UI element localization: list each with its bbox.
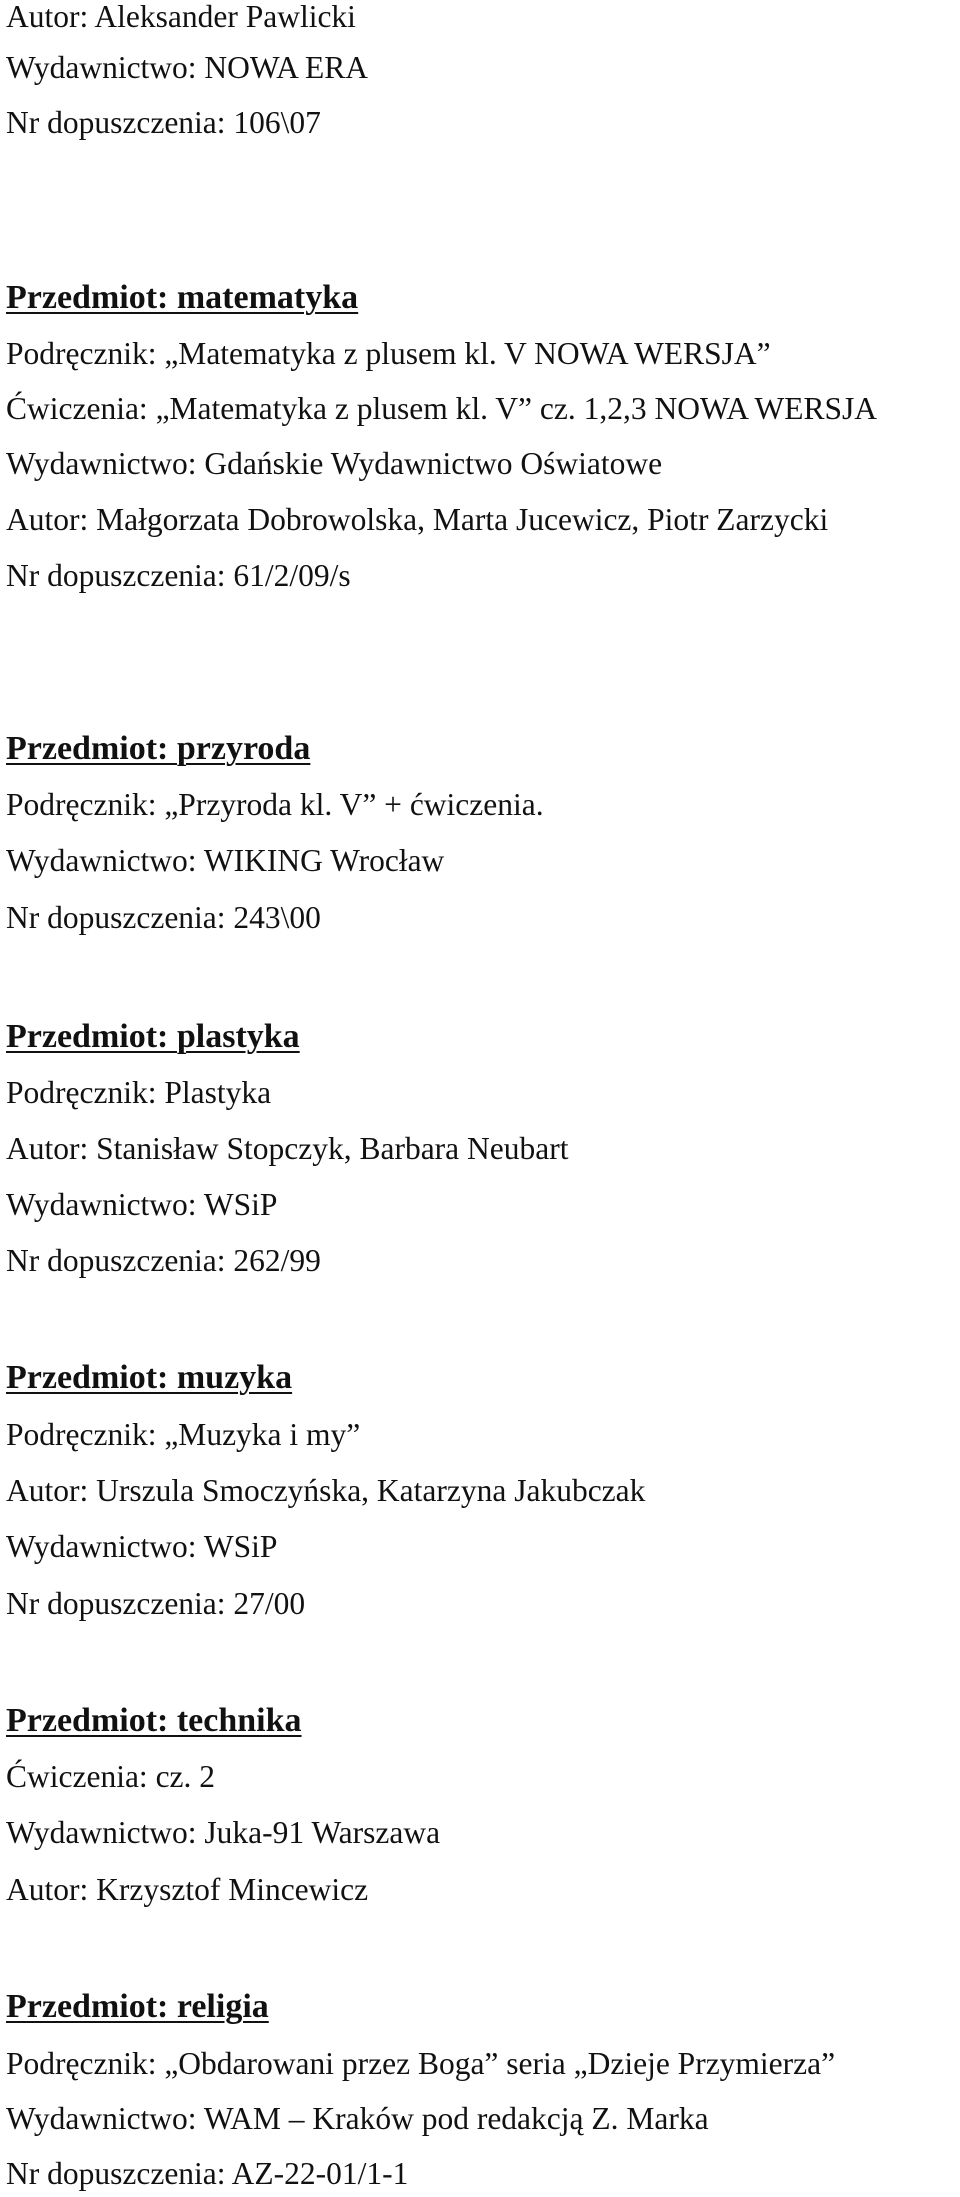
religia-approval: Nr dopuszczenia: AZ-22-01/1-1 (6, 2156, 409, 2191)
intro-publisher: Wydawnictwo: NOWA ERA (6, 50, 369, 85)
intro-approval: Nr dopuszczenia: 106\07 (6, 105, 321, 140)
matematyka-publisher: Wydawnictwo: Gdańskie Wydawnictwo Oświatowe (6, 446, 663, 481)
technika-exercises: Ćwiczenia: cz. 2 (6, 1759, 216, 1794)
section-heading-plastyka: Przedmiot: plastyka (6, 1018, 300, 1055)
section-heading-technika: Przedmiot: technika (6, 1702, 302, 1739)
plastyka-publisher: Wydawnictwo: WSiP (6, 1187, 278, 1222)
section-heading-muzyka: Przedmiot: muzyka (6, 1359, 293, 1396)
matematyka-author: Autor: Małgorzata Dobrowolska, Marta Jucewicz, Piotr Zarzycki (6, 502, 829, 537)
matematyka-exercises: Ćwiczenia: „Matematyka z plusem kl. V” cz. 1,2,3 NOWA WERSJA (6, 391, 878, 426)
section-heading-przyroda: Przedmiot: przyroda (6, 730, 311, 767)
matematyka-textbook: Podręcznik: „Matematyka z plusem kl. V NOWA WERSJA” (6, 336, 771, 371)
intro-author: Autor: Aleksander Pawlicki (6, 0, 356, 34)
matematyka-approval: Nr dopuszczenia: 61/2/09/s (6, 558, 351, 593)
przyroda-approval: Nr dopuszczenia: 243\00 (6, 900, 321, 935)
plastyka-textbook: Podręcznik: Plastyka (6, 1075, 272, 1110)
muzyka-approval: Nr dopuszczenia: 27/00 (6, 1586, 306, 1621)
technika-author: Autor: Krzysztof Mincewicz (6, 1872, 369, 1907)
muzyka-publisher: Wydawnictwo: WSiP (6, 1529, 278, 1564)
plastyka-author: Autor: Stanisław Stopczyk, Barbara Neubart (6, 1131, 569, 1166)
section-heading-religia: Przedmiot: religia (6, 1988, 269, 2025)
technika-publisher: Wydawnictwo: Juka-91 Warszawa (6, 1815, 441, 1850)
plastyka-approval: Nr dopuszczenia: 262/99 (6, 1243, 321, 1278)
przyroda-publisher: Wydawnictwo: WIKING Wrocław (6, 843, 445, 878)
section-heading-matematyka: Przedmiot: matematyka (6, 279, 359, 316)
religia-textbook: Podręcznik: „Obdarowani przez Boga” seria „Dzieje Przymierza” (6, 2046, 836, 2081)
przyroda-textbook: Podręcznik: „Przyroda kl. V” + ćwiczenia. (6, 787, 544, 822)
religia-publisher: Wydawnictwo: WAM – Kraków pod redakcją Z. Marka (6, 2101, 709, 2136)
muzyka-author: Autor: Urszula Smoczyńska, Katarzyna Jakubczak (6, 1473, 646, 1508)
muzyka-textbook: Podręcznik: „Muzyka i my” (6, 1417, 361, 1452)
